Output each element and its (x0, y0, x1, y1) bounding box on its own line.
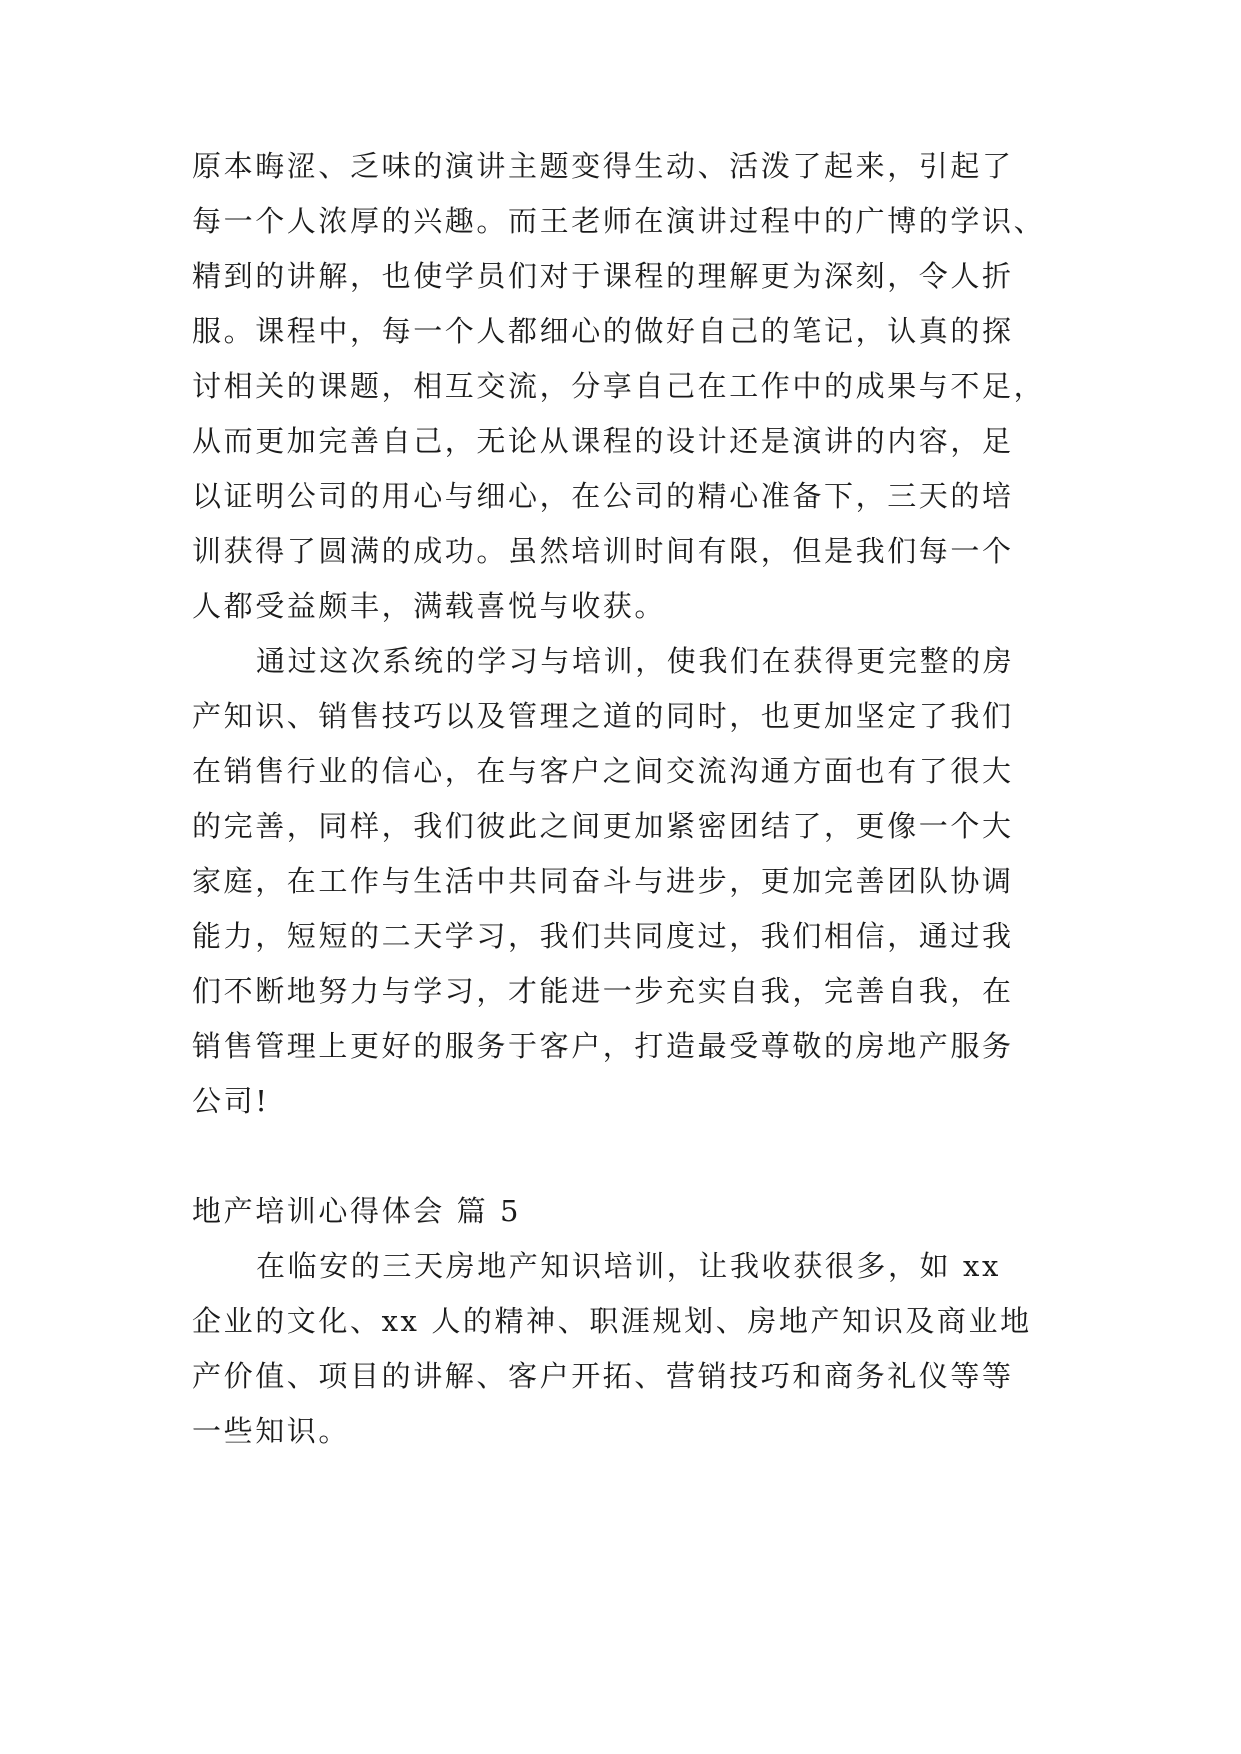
paragraph-line: 训获得了圆满的成功。虽然培训时间有限，但是我们每一个 (192, 534, 1014, 568)
paragraph-line: 讨相关的课题，相互交流，分享自己在工作中的成果与不足， (192, 369, 1046, 403)
paragraph-line: 一些知识。 (192, 1414, 351, 1448)
paragraph-line: 每一个人浓厚的兴趣。而王老师在演讲过程中的广博的学识、 (192, 204, 1046, 238)
paragraph-line: 家庭，在工作与生活中共同奋斗与进步，更加完善团队协调 (192, 864, 1014, 898)
paragraph-line: 销售管理上更好的服务于客户，打造最受尊敬的房地产服务 (192, 1029, 1014, 1063)
section-heading: 地产培训心得体会 篇 5 (192, 1194, 522, 1228)
paragraph-line: 精到的讲解，也使学员们对于课程的理解更为深刻，令人折 (192, 259, 1014, 293)
paragraph-line: 能力，短短的二天学习，我们共同度过，我们相信，通过我 (192, 919, 1014, 953)
paragraph-line: 从而更加完善自己，无论从课程的设计还是演讲的内容，足 (192, 424, 1014, 458)
paragraph-line: 们不断地努力与学习，才能进一步充实自我，完善自我，在 (192, 974, 1014, 1008)
paragraph-line: 产价值、项目的讲解、客户开拓、营销技巧和商务礼仪等等 (192, 1359, 1014, 1393)
paragraph-line: 的完善，同样，我们彼此之间更加紧密团结了，更像一个大 (192, 809, 1014, 843)
paragraph-line: 在销售行业的信心，在与客户之间交流沟通方面也有了很大 (192, 754, 1014, 788)
paragraph-line: 原本晦涩、乏味的演讲主题变得生动、活泼了起来，引起了 (192, 149, 1014, 183)
paragraph-line: 在临安的三天房地产知识培训，让我收获很多，如 xx (256, 1249, 1001, 1283)
paragraph-line: 通过这次系统的学习与培训，使我们在获得更完整的房 (256, 644, 1015, 678)
paragraph-line: 公司! (192, 1084, 270, 1118)
paragraph-line: 服。课程中，每一个人都细心的做好自己的笔记，认真的探 (192, 314, 1014, 348)
paragraph-line: 企业的文化、xx 人的精神、职涯规划、房地产知识及商业地 (192, 1304, 1032, 1338)
paragraph-line: 以证明公司的用心与细心，在公司的精心准备下，三天的培 (192, 479, 1014, 513)
paragraph-line: 人都受益颇丰，满载喜悦与收获。 (192, 589, 667, 623)
paragraph-line: 产知识、销售技巧以及管理之道的同时，也更加坚定了我们 (192, 699, 1014, 733)
